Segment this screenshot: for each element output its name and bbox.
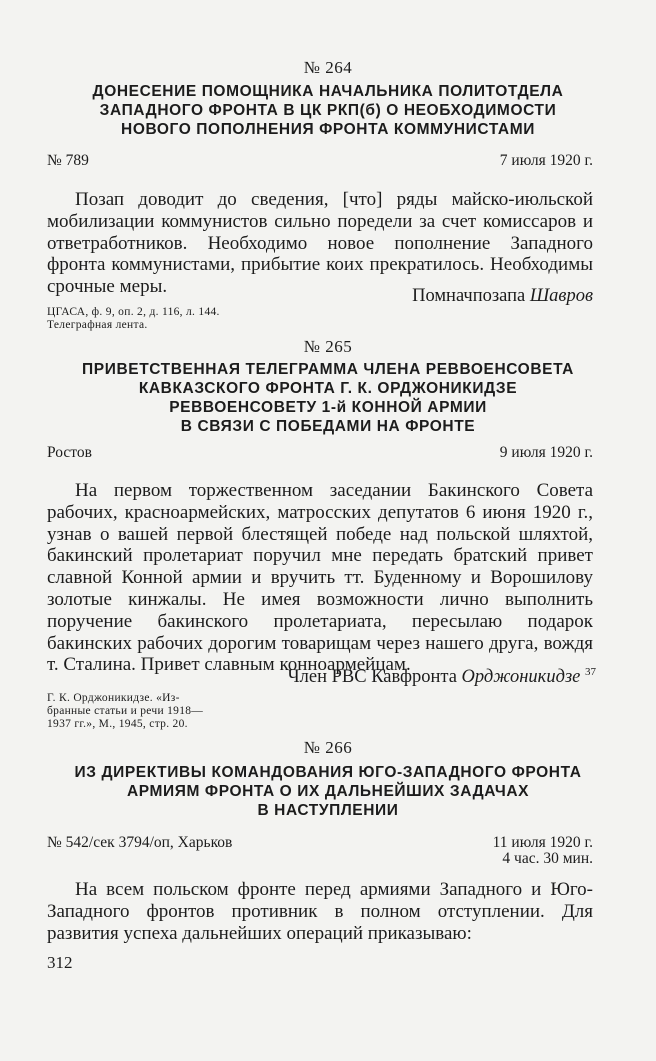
doc-264-title: ДОНЕСЕНИЕ ПОМОЩНИКА НАЧАЛЬНИКА ПОЛИТОТДЕЛА ЗАПАДНОГО ФРОНТА В ЦК РКП(б) О НЕОБХОДИМОСТИ НОВОГО ПОПОЛНЕНИЯ ФРОНТА КОММУНИСТАМИ xyxy=(92,83,564,138)
doc-266-number: № 266 xyxy=(303,738,353,757)
doc-264-number: № 264 xyxy=(303,58,353,77)
doc-266-date: 11 июля 1920 г. xyxy=(492,834,593,851)
page-number: 312 xyxy=(47,953,73,972)
doc-266-body: На всем польском фронте перед армиями Западного и Юго-Западного фронтов противник в полном отступлении. Для развития успеха дальнейших операций приказываю: xyxy=(47,879,593,944)
doc-265-place: Ростов xyxy=(47,444,92,461)
doc-265-title: ПРИВЕТСТВЕННАЯ ТЕЛЕГРАММА ЧЛЕНА РЕВВОЕНСОВЕТА КАВКАЗСКОГО ФРОНТА Г. К. ОРДЖОНИКИДЗЕ РЕВВОЕНСОВЕТУ 1-й КОННОЙ АРМИИ В СВЯЗИ С ПОБЕДАМИ НА ФРОНТЕ xyxy=(82,361,574,435)
doc-265-signature: Член РВС Кавфронта Орджоникидзе $^{37}$ xyxy=(287,666,596,688)
doc-265-footnote-ref: 37 xyxy=(585,666,596,678)
doc-264-ref: № 789 xyxy=(47,152,89,169)
doc-265-number: № 265 xyxy=(303,337,353,356)
doc-265-signer: Орджоникидзе xyxy=(461,667,581,688)
doc-264-body: Позап доводит до сведения, [что] ряды майско-июльской мобилизации коммунистов сильно поредели за счет комиссаров и ответработников. Необходимо новое пополнение Западного фронта коммунистами, прибытие коих прекратилось. Необходимы срочные меры. xyxy=(47,189,593,298)
doc-266-ref: № 542/сек 3794/оп, Харьков xyxy=(47,834,233,851)
doc-264-signer: Шавров xyxy=(529,286,593,306)
doc-265-date: 9 июля 1920 г. xyxy=(499,444,593,461)
doc-266-time: 4 час. 30 мин. xyxy=(502,850,593,867)
doc-265-source: Г. К. Орджоникидзе. «Из- бранные статьи и речи 1918— 1937 гг.», М., 1945, стр. 20. xyxy=(47,692,204,730)
doc-264-source: ЦГАСА, ф. 9, оп. 2, д. 116, л. 144. Телеграфная лента. xyxy=(47,306,220,331)
doc-265-body: На первом торжественном заседании Бакинского Совета рабочих, красноармейских, матросских депутатов 6 июня 1920 г., узнав о вашей первой блестящей победе над польской шляхтой, бакинский пролетариат поручил мне передать братский привет славной Конной армии и вручить тт. Буденному и Ворошилову золотые кинжалы. Не имея возможности лично выполнить поручение бакинского пролетариата, пересылаю подарок бакинских рабочих дорогим товарищам через нашего друга, вождя т. Сталина. Привет славным конноармейцам. xyxy=(47,480,593,676)
doc-266-title: ИЗ ДИРЕКТИВЫ КОМАНДОВАНИЯ ЮГО-ЗАПАДНОГО ФРОНТА АРМИЯМ ФРОНТА О ИХ ДАЛЬНЕЙШИХ ЗАДАЧАХ В НАСТУПЛЕНИИ xyxy=(74,764,582,819)
doc-264-signature: Помначпозапа Шавров xyxy=(412,286,593,306)
doc-264-date: 7 июля 1920 г. xyxy=(499,152,593,169)
